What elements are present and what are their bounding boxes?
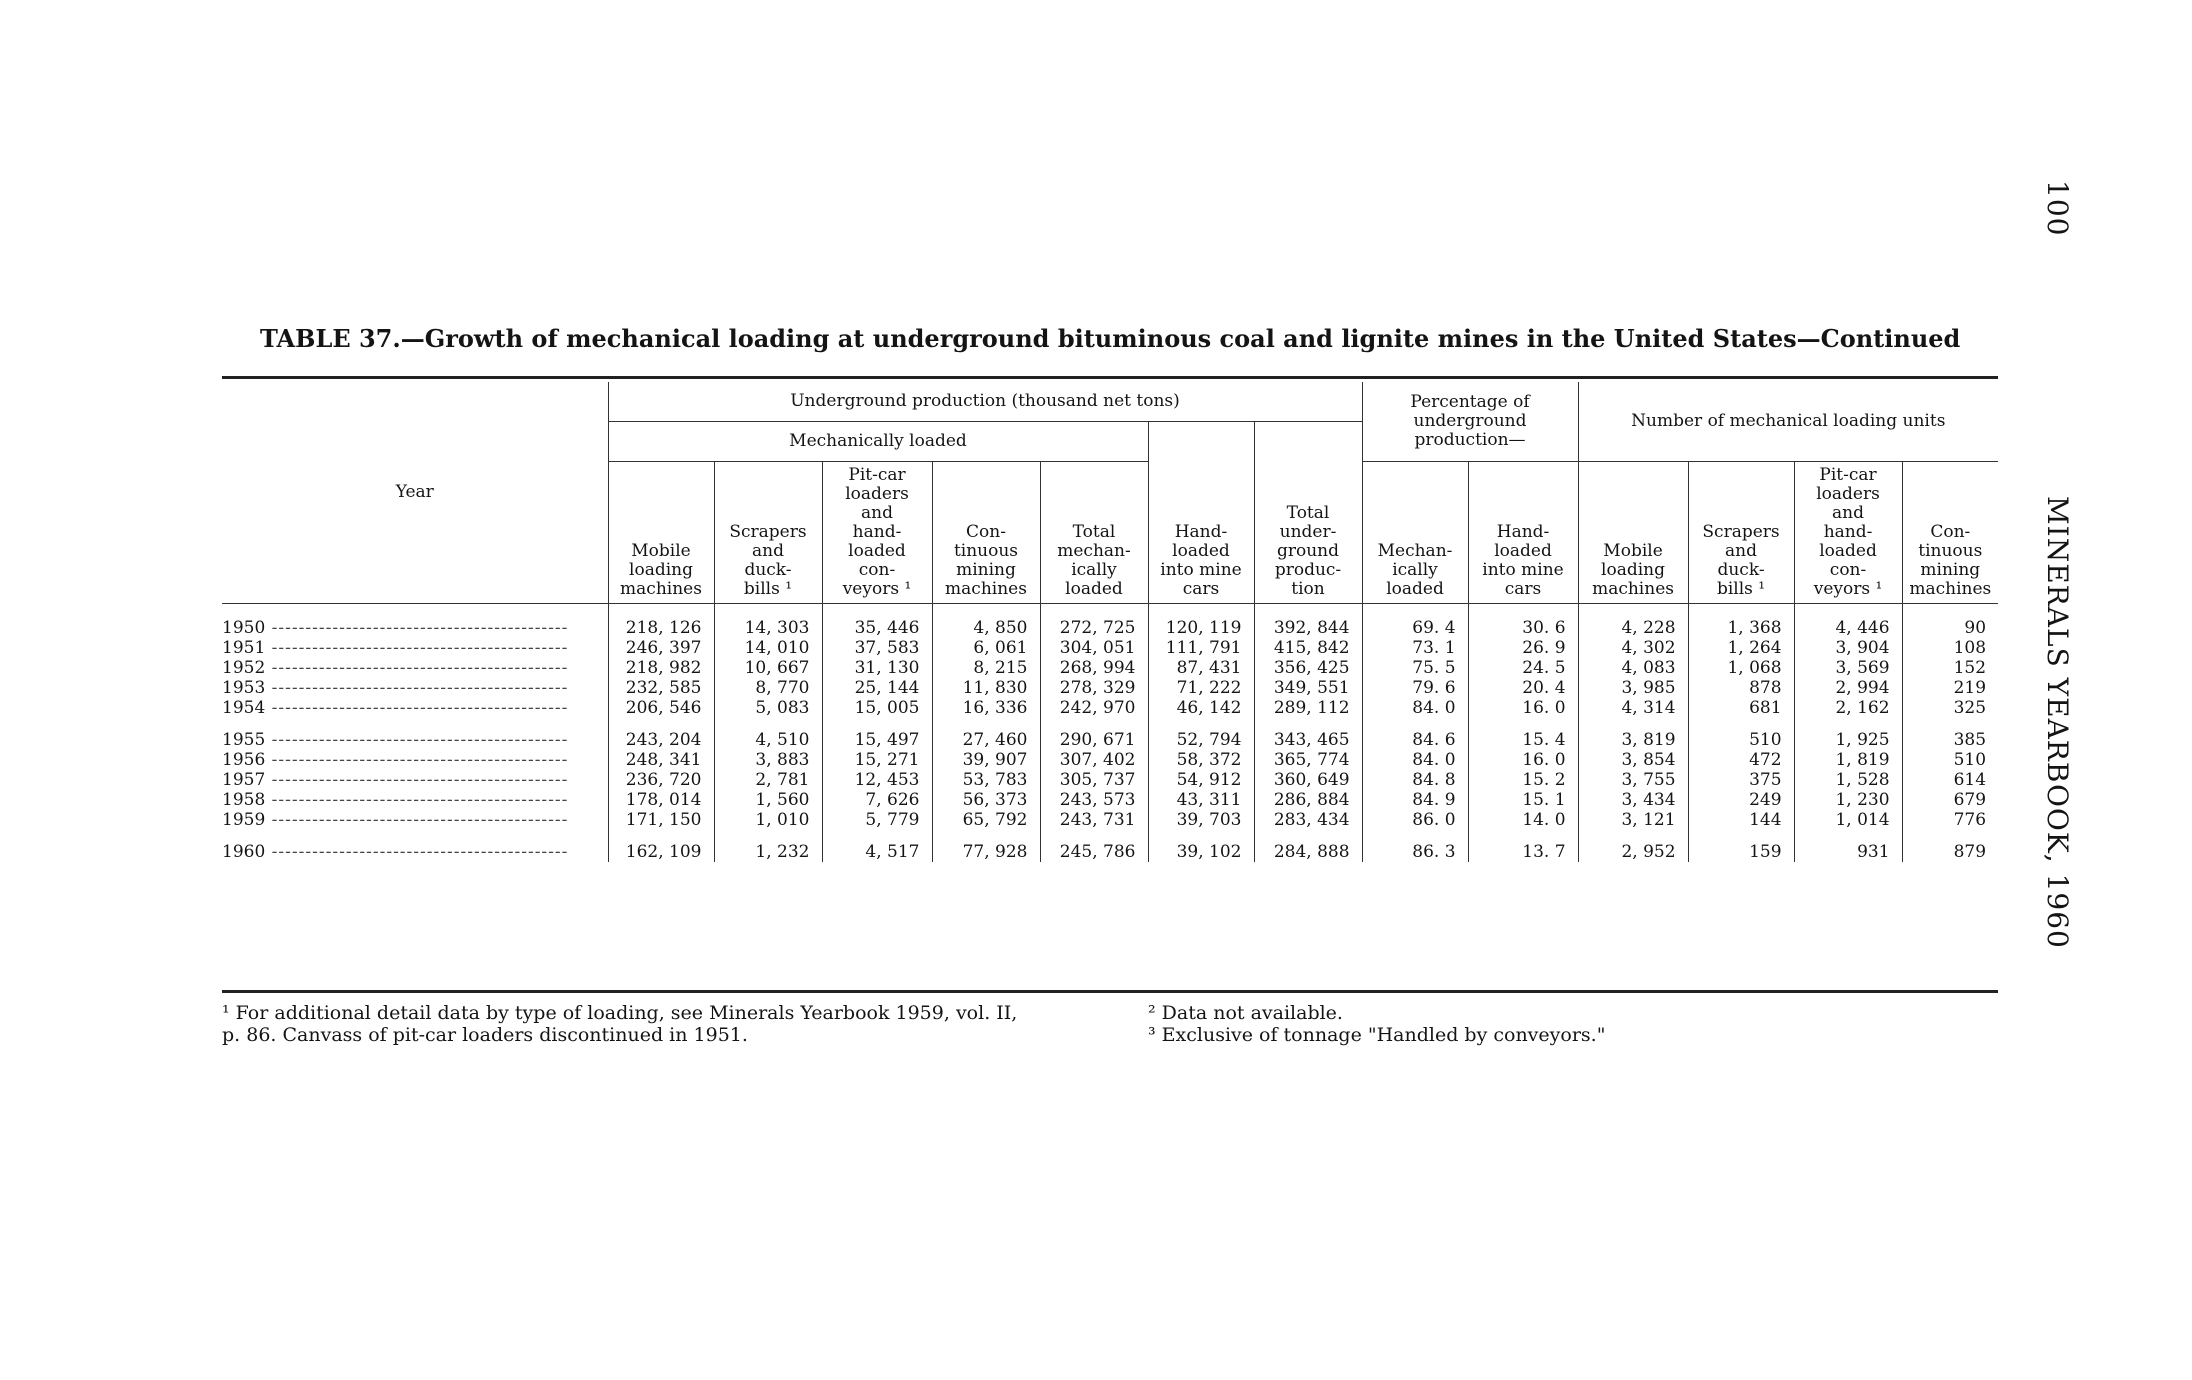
table-cell: 12, 453 bbox=[822, 770, 932, 790]
table-cell: 248, 341 bbox=[608, 750, 714, 770]
table-cell: 4, 302 bbox=[1578, 638, 1688, 658]
table-cell: 84. 6 bbox=[1362, 730, 1468, 750]
table-cell: 1, 010 bbox=[714, 810, 822, 842]
table-cell: 1, 264 bbox=[1688, 638, 1794, 658]
table-cell: 4, 446 bbox=[1794, 604, 1902, 639]
table-cell: 3, 755 bbox=[1578, 770, 1688, 790]
table-row bbox=[222, 678, 1998, 698]
table-cell: 2, 952 bbox=[1578, 842, 1688, 862]
header-percentage: Percentage of underground production— bbox=[1362, 382, 1578, 462]
table-cell: 31, 130 bbox=[822, 658, 932, 678]
table-cell: 86. 0 bbox=[1362, 810, 1468, 842]
table-cell: 510 bbox=[1688, 730, 1794, 750]
table-cell: 289, 112 bbox=[1254, 698, 1362, 730]
footnotes-right bbox=[1148, 1002, 1948, 1046]
table-cell: 144 bbox=[1688, 810, 1794, 842]
table-cell: 614 bbox=[1902, 770, 1998, 790]
table-cell: 681 bbox=[1688, 698, 1794, 730]
table-cell: 472 bbox=[1688, 750, 1794, 770]
header-underground-production: Underground production (thousand net tons) bbox=[608, 382, 1362, 422]
table-cell: 15. 2 bbox=[1468, 770, 1578, 790]
table-cell: 4, 517 bbox=[822, 842, 932, 862]
table-cell: 278, 329 bbox=[1040, 678, 1148, 698]
row-year-label: 1953 bbox=[222, 677, 266, 698]
table-cell: 15, 497 bbox=[822, 730, 932, 750]
table-cell: 243, 204 bbox=[608, 730, 714, 750]
table-cell: 69. 4 bbox=[1362, 604, 1468, 639]
table-cell: 13. 7 bbox=[1468, 842, 1578, 862]
row-year-label: 1952 bbox=[222, 657, 266, 678]
header-scrapers: Scrapers and duck- bills ¹ bbox=[714, 462, 822, 604]
table-cell: 35, 446 bbox=[822, 604, 932, 639]
table-cell: 15. 4 bbox=[1468, 730, 1578, 750]
row-year-label: 1954 bbox=[222, 697, 266, 718]
table-cell: 679 bbox=[1902, 790, 1998, 810]
table-cell: 75. 5 bbox=[1362, 658, 1468, 678]
table-cell: 37, 583 bbox=[822, 638, 932, 658]
page-number: 100 bbox=[2041, 180, 2074, 237]
table-cell: 4, 850 bbox=[932, 604, 1040, 639]
table-cell: 26. 9 bbox=[1468, 638, 1578, 658]
row-year-label: 1951 bbox=[222, 637, 266, 658]
table-cell: 3, 883 bbox=[714, 750, 822, 770]
footnote-3: ³ Exclusive of tonnage "Handled by conveyors." bbox=[1148, 1024, 1606, 1046]
row-year bbox=[222, 770, 608, 790]
table-cell: 8, 770 bbox=[714, 678, 822, 698]
footnote-1-line-2: p. 86. Canvass of pit-car loaders discontinued in 1951. bbox=[222, 1024, 748, 1046]
table-cell: 7, 626 bbox=[822, 790, 932, 810]
table-cell: 15. 1 bbox=[1468, 790, 1578, 810]
bottom-rule bbox=[222, 990, 1998, 993]
table-cell: 14. 0 bbox=[1468, 810, 1578, 842]
table-cell: 1, 014 bbox=[1794, 810, 1902, 842]
table-cell: 283, 434 bbox=[1254, 810, 1362, 842]
table-cell: 243, 731 bbox=[1040, 810, 1148, 842]
table-row bbox=[222, 604, 1998, 639]
table-cell: 931 bbox=[1794, 842, 1902, 862]
header-pit-car: Pit-car loaders and hand- loaded con- veyors ¹ bbox=[822, 462, 932, 604]
running-header bbox=[2020, 180, 2080, 949]
table-row bbox=[222, 698, 1998, 730]
table-cell: 4, 228 bbox=[1578, 604, 1688, 639]
table-cell: 268, 994 bbox=[1040, 658, 1148, 678]
table-cell: 1, 368 bbox=[1688, 604, 1794, 639]
row-year-label: 1956 bbox=[222, 749, 266, 770]
table-cell: 375 bbox=[1688, 770, 1794, 790]
row-leader-dots: -------------------------------------------- bbox=[265, 769, 569, 790]
table-cell: 236, 720 bbox=[608, 770, 714, 790]
row-year bbox=[222, 810, 608, 842]
table-cell: 3, 121 bbox=[1578, 810, 1688, 842]
table-cell: 1, 068 bbox=[1688, 658, 1794, 678]
table-cell: 79. 6 bbox=[1362, 678, 1468, 698]
table-cell: 4, 314 bbox=[1578, 698, 1688, 730]
table-cell: 878 bbox=[1688, 678, 1794, 698]
footnote-1 bbox=[222, 1002, 1122, 1046]
table-cell: 159 bbox=[1688, 842, 1794, 862]
table-cell: 39, 703 bbox=[1148, 810, 1254, 842]
table-cell: 15, 271 bbox=[822, 750, 932, 770]
table-cell: 307, 402 bbox=[1040, 750, 1148, 770]
table-cell: 178, 014 bbox=[608, 790, 714, 810]
table-cell: 206, 546 bbox=[608, 698, 714, 730]
header-units: Number of mechanical loading units bbox=[1578, 382, 1998, 462]
table-cell: 120, 119 bbox=[1148, 604, 1254, 639]
row-year bbox=[222, 730, 608, 750]
header-mobile-loading: Mobile loading machines bbox=[608, 462, 714, 604]
header-units-continuous: Con- tinuous mining machines bbox=[1902, 462, 1998, 604]
row-year bbox=[222, 842, 608, 862]
row-leader-dots: -------------------------------------------- bbox=[265, 637, 569, 658]
table-cell: 290, 671 bbox=[1040, 730, 1148, 750]
row-year bbox=[222, 678, 608, 698]
table-cell: 3, 569 bbox=[1794, 658, 1902, 678]
row-leader-dots: -------------------------------------------- bbox=[265, 789, 569, 810]
table-cell: 77, 928 bbox=[932, 842, 1040, 862]
row-year-label: 1960 bbox=[222, 841, 266, 862]
table-cell: 39, 102 bbox=[1148, 842, 1254, 862]
row-leader-dots: -------------------------------------------- bbox=[265, 841, 569, 862]
table-cell: 245, 786 bbox=[1040, 842, 1148, 862]
row-year-label: 1959 bbox=[222, 809, 266, 830]
table-cell: 108 bbox=[1902, 638, 1998, 658]
table-cell: 10, 667 bbox=[714, 658, 822, 678]
table-cell: 8, 215 bbox=[932, 658, 1040, 678]
table-row bbox=[222, 730, 1998, 750]
table-cell: 360, 649 bbox=[1254, 770, 1362, 790]
header-units-pit-car: Pit-car loaders and hand- loaded con- veyors ¹ bbox=[1794, 462, 1902, 604]
table-cell: 16. 0 bbox=[1468, 698, 1578, 730]
table-cell: 16, 336 bbox=[932, 698, 1040, 730]
table-title: TABLE 37.—Growth of mechanical loading at underground bituminous coal and lignite mines in the United States—Continued bbox=[260, 324, 1961, 353]
header-units-mobile: Mobile loading machines bbox=[1578, 462, 1688, 604]
table-cell: 232, 585 bbox=[608, 678, 714, 698]
table-cell: 242, 970 bbox=[1040, 698, 1148, 730]
table-cell: 65, 792 bbox=[932, 810, 1040, 842]
table-row bbox=[222, 842, 1998, 862]
footnote-1-line-1: ¹ For additional detail data by type of loading, see Minerals Yearbook 1959, vol. II, bbox=[222, 1002, 1018, 1024]
table-cell: 73. 1 bbox=[1362, 638, 1468, 658]
table-cell: 3, 904 bbox=[1794, 638, 1902, 658]
table-cell: 219 bbox=[1902, 678, 1998, 698]
table-cell: 25, 144 bbox=[822, 678, 932, 698]
row-year bbox=[222, 790, 608, 810]
table-cell: 349, 551 bbox=[1254, 678, 1362, 698]
table-cell: 1, 232 bbox=[714, 842, 822, 862]
row-year-label: 1955 bbox=[222, 729, 266, 750]
table-row bbox=[222, 638, 1998, 658]
table-cell: 1, 819 bbox=[1794, 750, 1902, 770]
table-cell: 16. 0 bbox=[1468, 750, 1578, 770]
table-cell: 5, 083 bbox=[714, 698, 822, 730]
table-cell: 286, 884 bbox=[1254, 790, 1362, 810]
table-cell: 1, 528 bbox=[1794, 770, 1902, 790]
table-cell: 84. 0 bbox=[1362, 698, 1468, 730]
row-leader-dots: -------------------------------------------- bbox=[265, 617, 569, 638]
table-cell: 39, 907 bbox=[932, 750, 1040, 770]
table-cell: 305, 737 bbox=[1040, 770, 1148, 790]
table-cell: 43, 311 bbox=[1148, 790, 1254, 810]
table-cell: 284, 888 bbox=[1254, 842, 1362, 862]
table-cell: 1, 925 bbox=[1794, 730, 1902, 750]
row-year-label: 1958 bbox=[222, 789, 266, 810]
row-leader-dots: -------------------------------------------- bbox=[265, 677, 569, 698]
table-cell: 111, 791 bbox=[1148, 638, 1254, 658]
header-continuous: Con- tinuous mining machines bbox=[932, 462, 1040, 604]
row-year bbox=[222, 698, 608, 730]
row-leader-dots: -------------------------------------------- bbox=[265, 749, 569, 770]
table-cell: 3, 854 bbox=[1578, 750, 1688, 770]
table-cell: 71, 222 bbox=[1148, 678, 1254, 698]
table-cell: 356, 425 bbox=[1254, 658, 1362, 678]
table-cell: 171, 150 bbox=[608, 810, 714, 842]
table-cell: 243, 573 bbox=[1040, 790, 1148, 810]
table-cell: 218, 126 bbox=[608, 604, 714, 639]
table-cell: 246, 397 bbox=[608, 638, 714, 658]
table-cell: 1, 230 bbox=[1794, 790, 1902, 810]
table-cell: 87, 431 bbox=[1148, 658, 1254, 678]
header-units-scrapers: Scrapers and duck- bills ¹ bbox=[1688, 462, 1794, 604]
table-cell: 304, 051 bbox=[1040, 638, 1148, 658]
row-year-label: 1950 bbox=[222, 617, 266, 638]
table-cell: 1, 560 bbox=[714, 790, 822, 810]
table-cell: 776 bbox=[1902, 810, 1998, 842]
table-cell: 3, 819 bbox=[1578, 730, 1688, 750]
table-cell: 5, 779 bbox=[822, 810, 932, 842]
table-cell: 2, 994 bbox=[1794, 678, 1902, 698]
table-cell: 2, 781 bbox=[714, 770, 822, 790]
header-year: Year bbox=[222, 382, 608, 604]
header-total-underground: Total under- ground produc- tion bbox=[1254, 422, 1362, 604]
header-mechanically-loaded: Mechanically loaded bbox=[608, 422, 1148, 462]
table-cell: 3, 985 bbox=[1578, 678, 1688, 698]
row-year bbox=[222, 658, 608, 678]
header-pct-mechanical: Mechan- ically loaded bbox=[1362, 462, 1468, 604]
table-cell: 90 bbox=[1902, 604, 1998, 639]
table-cell: 392, 844 bbox=[1254, 604, 1362, 639]
table-cell: 15, 005 bbox=[822, 698, 932, 730]
table-cell: 249 bbox=[1688, 790, 1794, 810]
table-cell: 24. 5 bbox=[1468, 658, 1578, 678]
table-cell: 2, 162 bbox=[1794, 698, 1902, 730]
row-leader-dots: -------------------------------------------- bbox=[265, 729, 569, 750]
table-body bbox=[222, 604, 1998, 863]
table-cell: 84. 9 bbox=[1362, 790, 1468, 810]
table-cell: 11, 830 bbox=[932, 678, 1040, 698]
table-cell: 27, 460 bbox=[932, 730, 1040, 750]
table-cell: 365, 774 bbox=[1254, 750, 1362, 770]
table-cell: 343, 465 bbox=[1254, 730, 1362, 750]
table-cell: 84. 0 bbox=[1362, 750, 1468, 770]
table-cell: 152 bbox=[1902, 658, 1998, 678]
table-cell: 52, 794 bbox=[1148, 730, 1254, 750]
table-row bbox=[222, 790, 1998, 810]
table-cell: 86. 3 bbox=[1362, 842, 1468, 862]
table-row bbox=[222, 658, 1998, 678]
table-cell: 415, 842 bbox=[1254, 638, 1362, 658]
table-row bbox=[222, 750, 1998, 770]
table-cell: 4, 083 bbox=[1578, 658, 1688, 678]
table-cell: 14, 010 bbox=[714, 638, 822, 658]
table-cell: 4, 510 bbox=[714, 730, 822, 750]
table-cell: 14, 303 bbox=[714, 604, 822, 639]
table-cell: 162, 109 bbox=[608, 842, 714, 862]
table-cell: 385 bbox=[1902, 730, 1998, 750]
table-cell: 272, 725 bbox=[1040, 604, 1148, 639]
top-rule bbox=[222, 376, 1998, 379]
table-cell: 84. 8 bbox=[1362, 770, 1468, 790]
table-cell: 46, 142 bbox=[1148, 698, 1254, 730]
row-year bbox=[222, 638, 608, 658]
table-row bbox=[222, 810, 1998, 842]
running-title: MINERALS YEARBOOK, 1960 bbox=[2041, 496, 2074, 949]
data-table bbox=[222, 382, 1998, 862]
table-cell: 53, 783 bbox=[932, 770, 1040, 790]
table-row bbox=[222, 770, 1998, 790]
header-hand-loaded: Hand- loaded into mine cars bbox=[1148, 422, 1254, 604]
header-pct-hand: Hand- loaded into mine cars bbox=[1468, 462, 1578, 604]
table-cell: 3, 434 bbox=[1578, 790, 1688, 810]
row-leader-dots: -------------------------------------------- bbox=[265, 809, 569, 830]
row-year bbox=[222, 750, 608, 770]
table-cell: 20. 4 bbox=[1468, 678, 1578, 698]
footnote-2: ² Data not available. bbox=[1148, 1002, 1343, 1024]
table-cell: 58, 372 bbox=[1148, 750, 1254, 770]
table-cell: 56, 373 bbox=[932, 790, 1040, 810]
row-leader-dots: -------------------------------------------- bbox=[265, 657, 569, 678]
row-year bbox=[222, 604, 608, 639]
table-cell: 54, 912 bbox=[1148, 770, 1254, 790]
header-total-mechanical: Total mechan- ically loaded bbox=[1040, 462, 1148, 604]
table-cell: 218, 982 bbox=[608, 658, 714, 678]
table-cell: 879 bbox=[1902, 842, 1998, 862]
table-cell: 510 bbox=[1902, 750, 1998, 770]
table-cell: 6, 061 bbox=[932, 638, 1040, 658]
table-cell: 30. 6 bbox=[1468, 604, 1578, 639]
row-year-label: 1957 bbox=[222, 769, 266, 790]
row-leader-dots: -------------------------------------------- bbox=[265, 697, 569, 718]
table-cell: 325 bbox=[1902, 698, 1998, 730]
